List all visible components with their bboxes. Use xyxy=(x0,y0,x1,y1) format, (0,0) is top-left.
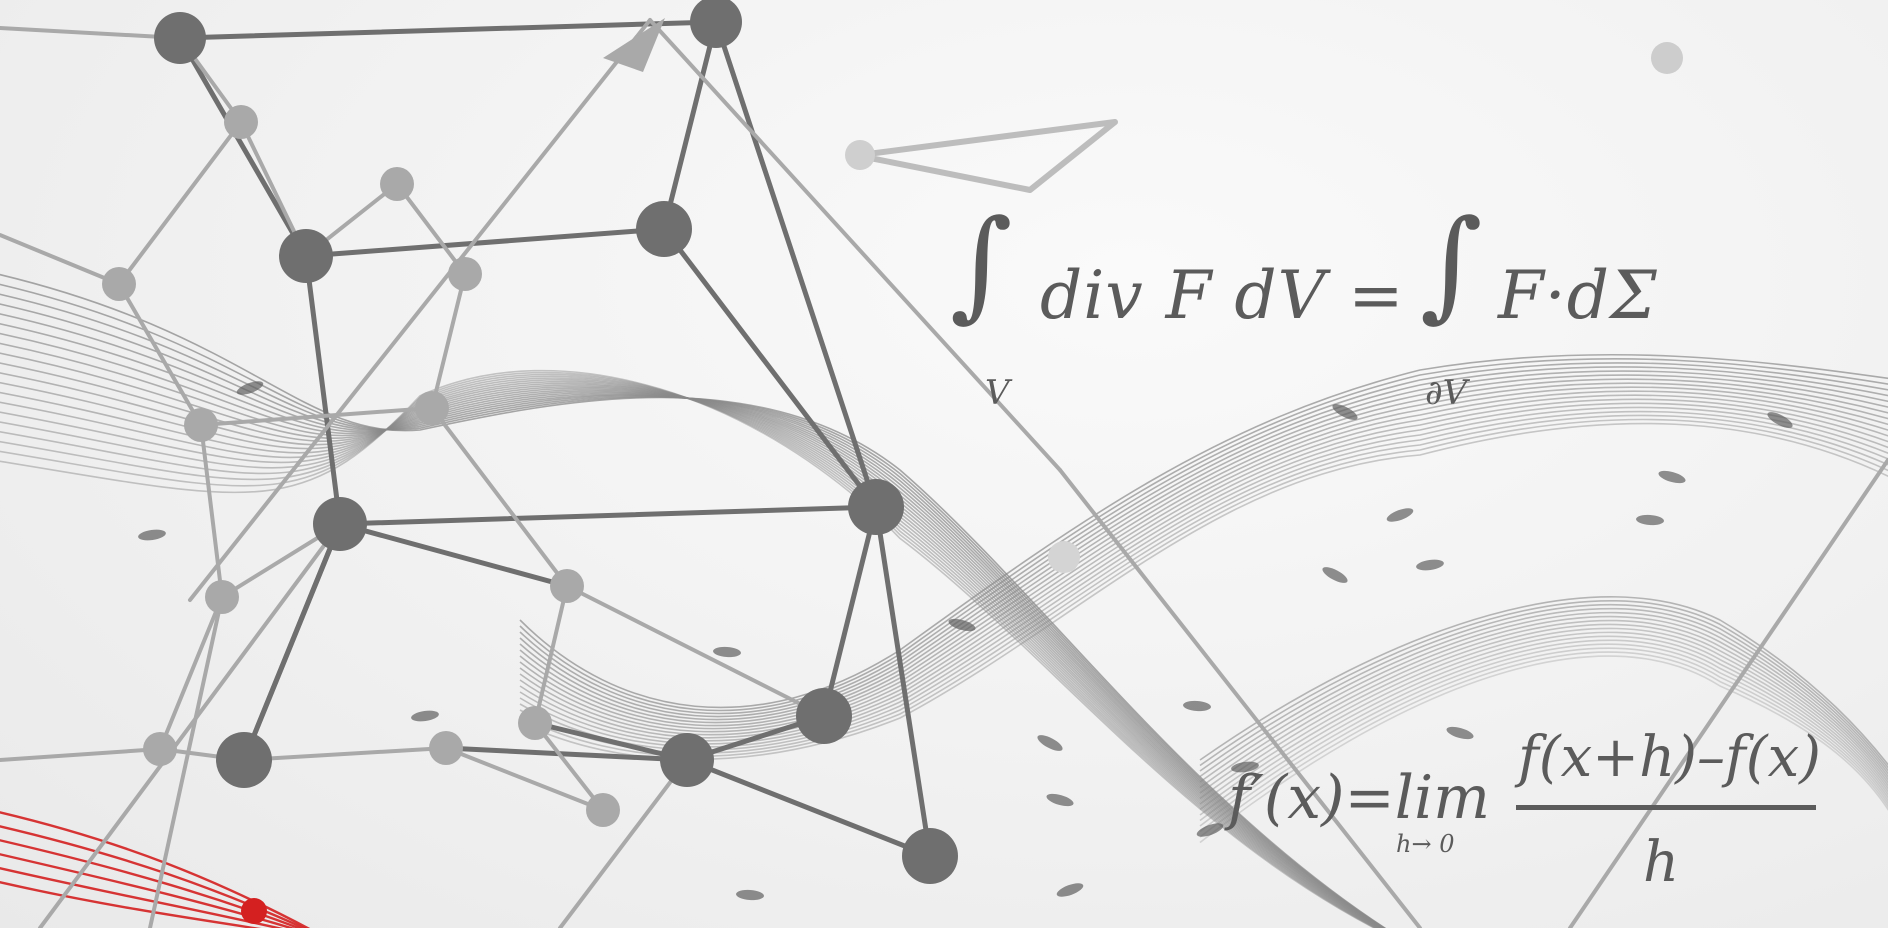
wave-line xyxy=(520,383,1888,728)
network-edge xyxy=(432,408,567,586)
red-wave-line-bundle xyxy=(0,810,330,928)
network-node xyxy=(313,497,367,551)
network-node xyxy=(902,828,958,884)
network-edge xyxy=(180,38,306,256)
network-node xyxy=(848,479,904,535)
divergence-rhs-text: F·dΣ xyxy=(1498,257,1658,334)
fraction-denominator: h xyxy=(1643,830,1680,895)
network-edge-long xyxy=(40,524,340,928)
network-edge-long xyxy=(190,20,650,600)
network-node xyxy=(586,793,620,827)
wave-line xyxy=(520,387,1888,731)
wave-line xyxy=(520,375,1888,722)
wave-ellipse xyxy=(1636,514,1665,526)
wave-ellipse xyxy=(1657,468,1687,485)
network-node xyxy=(184,408,218,442)
wave-line xyxy=(0,378,1420,928)
network-node xyxy=(690,0,742,48)
network-edge-long xyxy=(0,28,180,38)
network-node xyxy=(216,732,272,788)
network-node xyxy=(448,257,482,291)
network-node xyxy=(143,732,177,766)
divergence-lhs-text: div F dV = xyxy=(1040,257,1405,334)
network-node xyxy=(550,569,584,603)
network-node xyxy=(518,706,552,740)
network-edge xyxy=(567,586,824,716)
network-edge xyxy=(244,524,340,760)
wave-ellipse xyxy=(1385,506,1415,525)
network-edge xyxy=(687,760,930,856)
integral-subscript-v: V xyxy=(985,373,1010,413)
network-edge xyxy=(340,524,567,586)
network-edge xyxy=(244,748,446,760)
derivative-lhs: f′(x)=lim xyxy=(1228,763,1491,833)
wave-line xyxy=(520,395,1888,737)
network-edge xyxy=(119,122,241,284)
integral-subscript-boundary: ∂V xyxy=(1425,373,1468,413)
network-edge xyxy=(664,229,876,507)
wave-line xyxy=(520,379,1888,725)
network-node xyxy=(154,12,206,64)
wave-ellipse xyxy=(1055,881,1085,900)
network-node xyxy=(102,267,136,301)
network-node xyxy=(279,229,333,283)
network-edge xyxy=(306,256,340,524)
network-node xyxy=(636,201,692,257)
network-edge-long xyxy=(560,760,687,928)
wave-line xyxy=(520,399,1888,740)
fraction-numerator: f(x+h)–f(x) xyxy=(1518,725,1821,790)
wave-ellipse xyxy=(713,646,742,658)
network-node xyxy=(224,105,258,139)
wave-ellipse xyxy=(1415,558,1444,572)
fraction-bar xyxy=(1516,805,1816,810)
network-edge-long xyxy=(1570,460,1888,928)
wave-line xyxy=(0,379,1420,928)
wave-line xyxy=(520,407,1888,747)
integral-sign: ∫ xyxy=(950,195,1013,334)
wave-ellipse xyxy=(736,889,765,901)
network-edge-long xyxy=(0,749,160,760)
wave-line xyxy=(520,403,1888,744)
wave-ellipse xyxy=(137,528,166,542)
network-node xyxy=(205,580,239,614)
red-accent-dot xyxy=(241,898,267,924)
network-node xyxy=(415,391,449,425)
wave-ellipse xyxy=(1045,791,1075,808)
wave-line xyxy=(520,363,1888,714)
wave-ellipse xyxy=(1183,700,1212,712)
wave-ellipse-markers xyxy=(137,379,1794,901)
network-node xyxy=(660,733,714,787)
wave-ellipse xyxy=(235,379,265,398)
integral-sign-rhs: ∫ xyxy=(1420,195,1483,334)
network-edge xyxy=(306,229,664,256)
wave-line xyxy=(0,374,1420,928)
wave-line xyxy=(520,391,1888,734)
network-edge xyxy=(340,507,876,524)
wave-ellipse xyxy=(1445,724,1475,741)
network-node xyxy=(429,731,463,765)
wave-line xyxy=(0,369,1420,928)
wave-line xyxy=(520,411,1888,750)
network-edge xyxy=(664,22,716,229)
network-node xyxy=(796,688,852,744)
network-edge-long xyxy=(0,235,119,284)
network-node xyxy=(380,167,414,201)
red-wave-line xyxy=(0,810,330,928)
wave-ellipse xyxy=(410,709,439,723)
limit-subscript: h→ 0 xyxy=(1396,830,1455,858)
wave-ellipse xyxy=(1035,732,1064,754)
wave-ellipse xyxy=(1320,564,1349,586)
